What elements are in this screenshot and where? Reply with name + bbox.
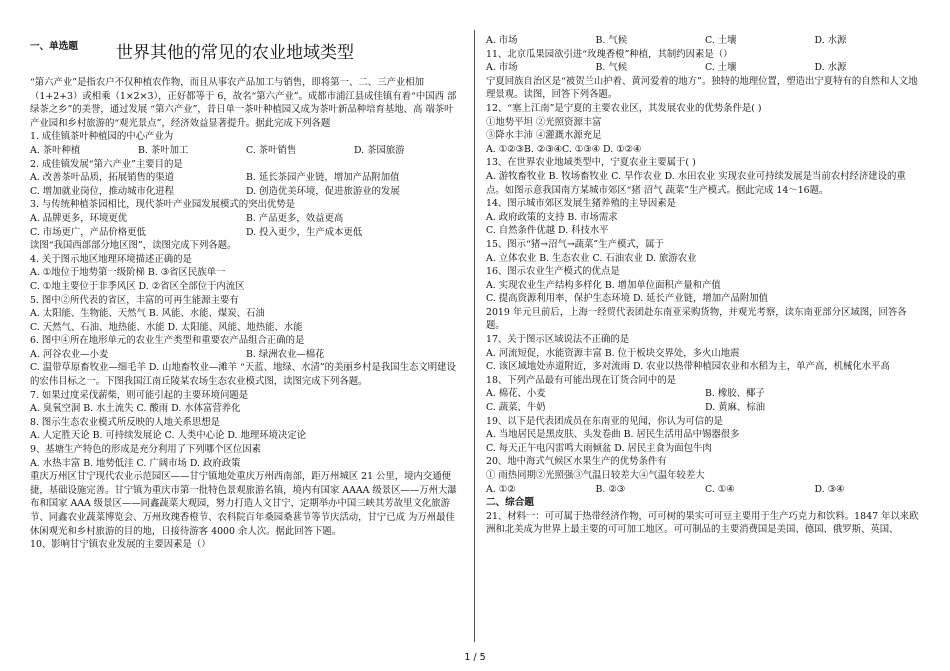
- text-line: C. 天然气、石油、地热能、水能 D. 太阳能、风能、地热能、水能: [30, 321, 303, 333]
- answer-option: A. 市场: [486, 35, 518, 46]
- text-line: 6. 图中④所在地形单元的农业生产类型和重要农产品组合正确的是: [30, 335, 305, 347]
- page-title: 世界其他的常见的农业地域类型: [116, 43, 354, 63]
- text-line: ③降水丰沛 ④灌溉水源充足: [486, 130, 602, 142]
- text-line: 2. 成佳镇发展“第六产业”主要目的是: [30, 158, 183, 170]
- answer-option: D. 水源: [814, 62, 847, 74]
- answer-option: C. 土壤: [705, 62, 737, 74]
- right-column: [486, 34, 924, 537]
- answer-option: D. 黄麻、棕油: [705, 402, 766, 414]
- text-line: 18、下列产品最有可能出现在订货合同中的是: [486, 374, 677, 386]
- answer-options: [30, 171, 462, 185]
- text-line: 14、图示城市郊区发展生猪养殖的主导因素是: [486, 198, 677, 210]
- text-line: 19、以下是代表团成员在东南亚的见闻，你认为可信的是: [486, 415, 723, 427]
- text-line: 10、影响甘宁镇农业发展的主要因素是（）: [30, 539, 211, 551]
- left-column: [30, 76, 462, 552]
- answer-options: [30, 348, 462, 362]
- answer-options: [486, 387, 924, 401]
- text-line: A. 当地居民是黑皮肤、头发卷曲 B. 居民生活用品中锡器很多: [486, 429, 740, 441]
- text-line: C. 提高资源利用率，保护生态环境 D. 延长产业链，增加产品附加值: [486, 293, 769, 305]
- text-line: A. 游牧畜牧业 B. 牧场畜牧业 C. 旱作农业 D. 水田农业 实现农业可持续发展是当前农村经济建设的重点。如图示意我国南方某城市郊区“猪 沼气 蔬菜”生产模式。据此完成 14～16题。: [486, 170, 906, 196]
- answer-option: B. 气候: [595, 62, 628, 74]
- text-line: C. 自然条件优越 D. 科技水平: [486, 225, 609, 237]
- text-line: 7. 如果过度采伐薪柴，则可能引起的主要环境问题是: [30, 389, 249, 401]
- text-line: 16、图示农业生产模式的优点是: [486, 266, 620, 278]
- answer-option: C. 土壤: [705, 35, 737, 46]
- answer-options: [486, 483, 924, 497]
- answer-option: A. 改善茶叶品质，拓展销售的渠道: [30, 172, 174, 184]
- section-heading-single-choice: 一、单选题: [30, 41, 78, 52]
- answer-option: A. 河谷农业—小麦: [30, 348, 109, 360]
- answer-option: B. 产品更多，效益更高: [246, 212, 344, 224]
- answer-option: D. 茶园旅游: [354, 144, 405, 156]
- answer-options: [30, 185, 462, 199]
- text-line: A. 实现农业生产结构多样化 B. 增加单位面积产量和产值: [486, 279, 721, 291]
- text-line: 9、基塘生产特色的形成是充分利用了下列哪个区位因素: [30, 444, 261, 456]
- column-divider: [474, 30, 475, 642]
- answer-option: D. 投入更少，生产成本更低: [246, 226, 363, 238]
- answer-option: A. 品牌更多，环境更优: [30, 212, 128, 224]
- text-line: 宁夏回族自治区是“被贺兰山护着、黄河爱着的地方”。独特的地理位置，塑造出宁夏特有的自然和人文地理景观。读图，回答下列各题。: [486, 75, 918, 101]
- text-line: 4. 关于图示地区地理环境描述正确的是: [30, 253, 192, 265]
- section-heading: 二、综合题: [486, 497, 534, 509]
- answer-options: [30, 144, 462, 158]
- answer-option: C. 蔬菜、牛奶: [486, 402, 546, 414]
- text-line: C. 每天正午电闪雷鸣大雨倾盆 D. 居民主食为面包牛肉: [486, 442, 712, 454]
- answer-options: [486, 61, 924, 75]
- text-line: 1. 成佳镇茶叶种植园的中心产业为: [30, 131, 174, 143]
- text-line: 3. 与传统种植茶园相比，现代茶叶产业园发展模式的突出优势是: [30, 199, 296, 211]
- answer-option: B. ②③: [595, 483, 626, 495]
- answer-option: C. 增加就业岗位，推动城市化进程: [30, 185, 175, 197]
- text-line: 5. 图中②所代表的省区，丰富的可再生能源主要有: [30, 294, 239, 306]
- text-line: C. 该区域地处赤道附近，多对流雨 D. 农业以热带种植园农业和水稻为主，单产高，机械化水平高: [486, 361, 890, 373]
- text-line: A. 太阳能、生物能、天然气 B. 风能、水能、煤炭、石油: [30, 308, 265, 320]
- answer-option: B. 茶叶加工: [138, 144, 189, 156]
- answer-option: A. 茶叶种植: [30, 144, 81, 156]
- answer-option: D. ③④: [814, 483, 845, 495]
- answer-options: [30, 226, 462, 240]
- text-line: “第六产业”是指农户不仅种植农作物，而且从事农产品加工与销售，即将第一、二、三产业相加（1+2+3）或相乘（1×2×3），正好都等于 6，故名“第六产业”。成都市浦江县成佳镇有着“中国西 部绿茶之乡”的美誉，通过发展 “第六产业”，昔日单一茶叶种植园又成为茶叶新品种培育基地、高 端茶叶产业园和乡村旅游的“观光景点”，经济效益显著提升。据此完成下列各题: [30, 77, 457, 129]
- answer-options: [486, 401, 924, 415]
- answer-options: [486, 34, 924, 48]
- text-line: ①地势平坦 ②光照资源丰富: [486, 116, 602, 128]
- text-line: 12、“塞上江南”是宁夏的主要农业区，其发展农业的优势条件是( ): [486, 102, 762, 114]
- text-line: 17、关于图示区域说法不正确的是: [486, 334, 630, 346]
- text-line: A. 人定胜天论 B. 可持续发展论 C. 人类中心论 D. 地理环境决定论: [30, 430, 307, 442]
- text-line: 8. 图示生态农业模式所反映的人地关系思想是: [30, 416, 221, 428]
- text-line: 11、北京瓜果园欲引进“玫瑰香橙”种植，其制约因素是（）: [486, 48, 733, 60]
- answer-option: B. 绿洲农业—棉花: [246, 348, 325, 360]
- text-line: A. 水热丰富 B. 地势低洼 C. 广阔市场 D. 政府政策: [30, 457, 241, 469]
- text-line: 21、材料一：可可属于热带经济作物，可可树的果实可可豆主要用于生产巧克力和饮料。1847 年以来欧洲和北美成为世界上最主要的可可加工地区。可可制品的主要消费国是美国、德国、俄罗斯、英国、: [486, 510, 919, 536]
- answer-option: B. 气候: [595, 35, 628, 46]
- answer-option: C. 茶叶销售: [246, 144, 297, 156]
- text-line: A. ①②③B. ②③④C. ①③④ D. ①②④: [486, 143, 642, 155]
- answer-option: C. ①④: [705, 483, 735, 495]
- text-line: 15、图示“猪→沼气→蔬菜”生产模式，属于: [486, 238, 664, 250]
- answer-option: D. 创造优美环境，促进旅游业的发展: [246, 185, 400, 197]
- answer-option: C. 市场更广，产品价格更低: [30, 226, 146, 238]
- text-line: C. 温带草原畜牧业—细毛羊 D. 山地畜牧业—滩羊 “天蓝、地绿、水清”的美丽乡村是我国生态文明建设的宏伟目标之一。下图我国江南丘陵某农场生态农业模式图，读图完成下列各题。: [30, 362, 456, 388]
- answer-option: B. 橡胶、椰子: [705, 388, 765, 400]
- text-line: A. 臭氧空洞 B. 水土流失 C. 酸雨 D. 水体富营养化: [30, 403, 241, 415]
- answer-options: [30, 212, 462, 226]
- text-line: 13、在世界农业地域类型中，宁夏农业主要属于( ): [486, 157, 696, 169]
- text-line: 读图“我国西部部分地区图”，读图完成下列各题。: [30, 240, 237, 252]
- answer-option: B. 延长茶园产业链，增加产品附加值: [246, 172, 400, 184]
- text-line: C. ①地主要位于非季风区 D. ②省区全部位于内流区: [30, 280, 245, 292]
- text-line: A. 政府政策的支持 B. 市场需求: [486, 211, 618, 223]
- text-line: 20、地中海式气候区水果生产的优势条件有: [486, 456, 667, 468]
- page-number: 1 / 5: [464, 652, 486, 663]
- text-line: A. ①地位于地势第一级阶梯 B. ③省区民族单一: [30, 267, 226, 279]
- answer-option: A. ①②: [486, 483, 516, 495]
- text-line: 重庆万州区甘宁现代农业示范园区——甘宁镇地处重庆万州西南部，距万州城区 21 公里，境内交通便捷，基础设施完善。甘宁镇为重庆市第一批特色景观旅游名镇，境内有国家 AAAA 级景区——万州大瀑布和国家 AAA 级景区——同鑫蔬菜大观园，努力打造人文甘宁，定期举办中国三峡其芳故里文化旅游节、同鑫农业蔬菜博览会、万州玫瑰香橙节、农科院百年桑园桑葚节等节庆活动，甘宁已成 为万州最佳休闲观光和乡村旅游的目的地，日接待游客 4000 余人次。据此回答下题。: [30, 471, 457, 537]
- text-line: A. 立体农业 B. 生态农业 C. 石油农业 D. 旅游农业: [486, 252, 697, 264]
- text-line: ① 雨热同期②光照强③气温日较差大④气温年较差大: [486, 470, 705, 481]
- answer-option: A. 棉花、小麦: [486, 388, 546, 400]
- text-line: 2019 年元旦前后，上海一经贸代表团赴东南亚采购货物，并观光考察，读东南亚部分区域图，回答各 题。: [486, 306, 907, 332]
- answer-option: D. 水源: [814, 35, 847, 46]
- answer-option: A. 市场: [486, 62, 518, 74]
- text-line: A. 河流短促，水能资源丰富 B. 位于板块交界处，多火山地震: [486, 347, 740, 359]
